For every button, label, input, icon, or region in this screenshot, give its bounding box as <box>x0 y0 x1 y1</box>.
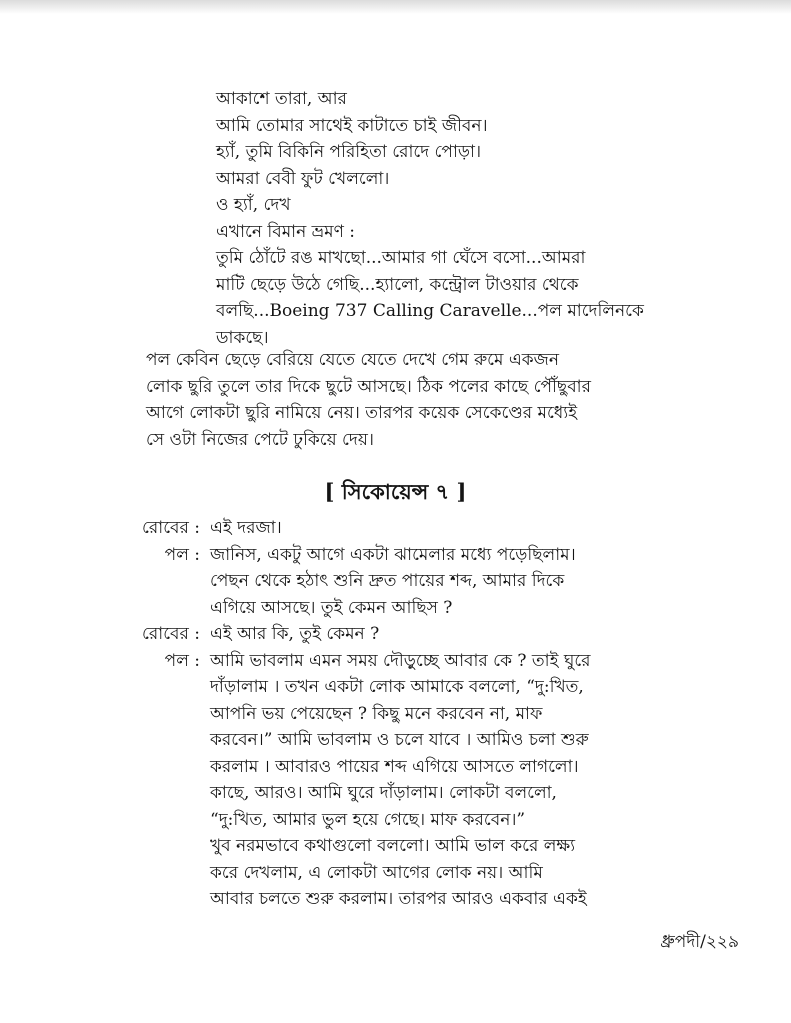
speech <box>210 621 740 648</box>
speech <box>210 515 740 542</box>
verse-line: আকাশে তারা, আর <box>216 89 347 109</box>
speech-line: করলাম । আবারও পায়ের শব্দ এগিয়ে আসতে লাগলো। <box>210 756 579 777</box>
dialogue-entry <box>120 648 740 913</box>
speech-line: করবেন।” আমি ভাবলাম ও চলে যাবে । আমিও চলা শুরু <box>210 730 589 750</box>
speech <box>210 648 740 913</box>
speech-line: পেছন থেকে হঠাৎ শুনি দ্রুত পায়ের শব্দ, আমার দিকে <box>210 571 565 591</box>
speech-line: খুব নরমভাবে কথাগুলো বললো। আমি ভাল করে লক্ষ্য <box>210 836 576 856</box>
verse-line: ডাকছে। <box>216 327 269 348</box>
speech-line: এই আর কি, তুই কেমন ? <box>210 624 380 644</box>
speech <box>210 542 740 622</box>
prose-line: আগে লোকটা ছুরি নামিয়ে নেয়। তারপর কয়েক সেকেণ্ডের মধ্যেই <box>146 403 578 423</box>
prose-line: সে ওটা নিজের পেটে ঢুকিয়ে দেয়। <box>146 429 374 450</box>
speech-line: আমি ভাবলাম এমন সময় দৌড়ুচ্ছে আবার কে ? তাই ঘুরে <box>210 650 591 671</box>
verse-block <box>216 86 736 351</box>
verse-line: ও হ্যাঁ, দেখ <box>216 195 291 215</box>
speaker-name: রোবের : <box>142 518 200 538</box>
verse-line: আমরা বেবী ফুট খেললো। <box>216 168 390 189</box>
page-edge-shadow <box>0 0 791 14</box>
speaker-name: পল : <box>164 650 200 671</box>
speaker-name: রোবের : <box>142 624 200 644</box>
verse-line: হ্যাঁ, তুমি বিকিনি পরিহিতা রোদে পোড়া। <box>216 142 482 162</box>
speaker-name: পল : <box>164 544 200 565</box>
speech-line: আবার চলতে শুরু করলাম। তারপর আরও একবার একই <box>210 889 587 909</box>
verse-line: মাটি ছেড়ে উঠে গেছি...হ্যালো, কন্ট্রোল টাওয়ার থেকে <box>216 274 579 295</box>
dialogue-entry <box>120 542 740 622</box>
dialogue-entry <box>120 515 740 542</box>
verse-line: তুমি ঠোঁটে রঙ মাখছো...আমার গা ঘেঁসে বসো...আমরা <box>216 248 586 268</box>
prose-line: লোক ছুরি তুলে তার দিকে ছুটে আসছে। ঠিক পলের কাছে পৌঁছুবার <box>146 376 591 397</box>
stage-direction <box>146 347 736 453</box>
speech-line: এগিয়ে আসছে। তুই কেমন আছিস ? <box>210 597 453 618</box>
verse-line: আমি তোমার সাথেই কাটাতে চাই জীবন। <box>216 115 488 136</box>
speech-line: “দু:খিত, আমার ভুল হয়ে গেছে। মাফ করবেন।” <box>210 809 526 830</box>
speech-line: আপনি ভয় পেয়েছেন ? কিছু মনে করবেন না, মাফ <box>210 703 543 724</box>
verse-line: বলছি...Boeing 737 Calling Caravelle...পল মাদেলিনকে <box>216 301 644 321</box>
speech-line: এই দরজা। <box>210 518 282 538</box>
prose-line: পল কেবিন ছেড়ে বেরিয়ে যেতে যেতে দেখে গেম রুমে একজন <box>146 350 560 370</box>
speech-line: জানিস, একটু আগে একটা ঝামেলার মধ্যে পড়েছিলাম। <box>210 544 576 565</box>
speech-line: দাঁড়ালাম । তখন একটা লোক আমাকে বললো, “দু:খিত, <box>210 677 584 697</box>
dialogue-entry <box>120 621 740 648</box>
dialogue-block <box>120 515 740 913</box>
verse-line: এখানে বিমান ভ্রমণ : <box>216 221 355 242</box>
speech-line: কাছে, আরও। আমি ঘুরে দাঁড়ালাম। লোকটা বললো, <box>210 783 557 803</box>
speech-line: করে দেখলাম, এ লোকটা আগের লোক নয়। আমি <box>210 862 543 883</box>
sequence-heading: [ সিকোয়েন্স ৭ ] <box>324 479 467 504</box>
page-number: ধ্রুপদী/২২৯ <box>660 932 739 952</box>
